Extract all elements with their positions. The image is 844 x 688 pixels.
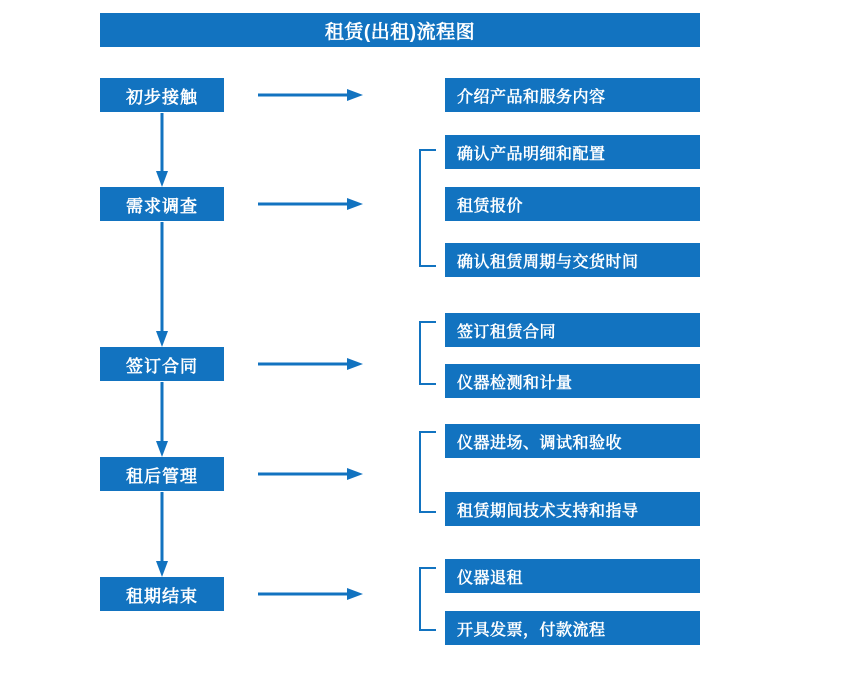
stage-box-2: 需求调查: [100, 187, 224, 221]
detail-box-4: 确认租赁周期与交货时间: [445, 243, 700, 277]
group-bracket-4: [416, 566, 436, 632]
detail-box-10: 开具发票，付款流程: [445, 611, 700, 645]
horizontal-arrow-2: [258, 198, 363, 210]
detail-box-6: 仪器检测和计量: [445, 364, 700, 398]
group-bracket-1: [416, 148, 436, 268]
detail-box-3: 租赁报价: [445, 187, 700, 221]
horizontal-arrow-1: [258, 89, 363, 101]
vertical-arrow-1: [156, 113, 168, 187]
detail-box-1: 介绍产品和服务内容: [445, 78, 700, 112]
diagram-title: 租赁(出租)流程图: [100, 13, 700, 47]
stage-box-4: 租后管理: [100, 457, 224, 491]
vertical-arrow-3: [156, 382, 168, 457]
detail-box-8: 租赁期间技术支持和指导: [445, 492, 700, 526]
detail-box-7: 仪器进场、调试和验收: [445, 424, 700, 458]
detail-box-2: 确认产品明细和配置: [445, 135, 700, 169]
horizontal-arrow-5: [258, 588, 363, 600]
detail-box-5: 签订租赁合同: [445, 313, 700, 347]
group-bracket-3: [416, 430, 436, 514]
detail-box-9: 仪器退租: [445, 559, 700, 593]
stage-box-3: 签订合同: [100, 347, 224, 381]
stage-box-5: 租期结束: [100, 577, 224, 611]
horizontal-arrow-3: [258, 358, 363, 370]
vertical-arrow-4: [156, 492, 168, 577]
horizontal-arrow-4: [258, 468, 363, 480]
vertical-arrow-2: [156, 222, 168, 347]
stage-box-1: 初步接触: [100, 78, 224, 112]
group-bracket-2: [416, 320, 436, 386]
